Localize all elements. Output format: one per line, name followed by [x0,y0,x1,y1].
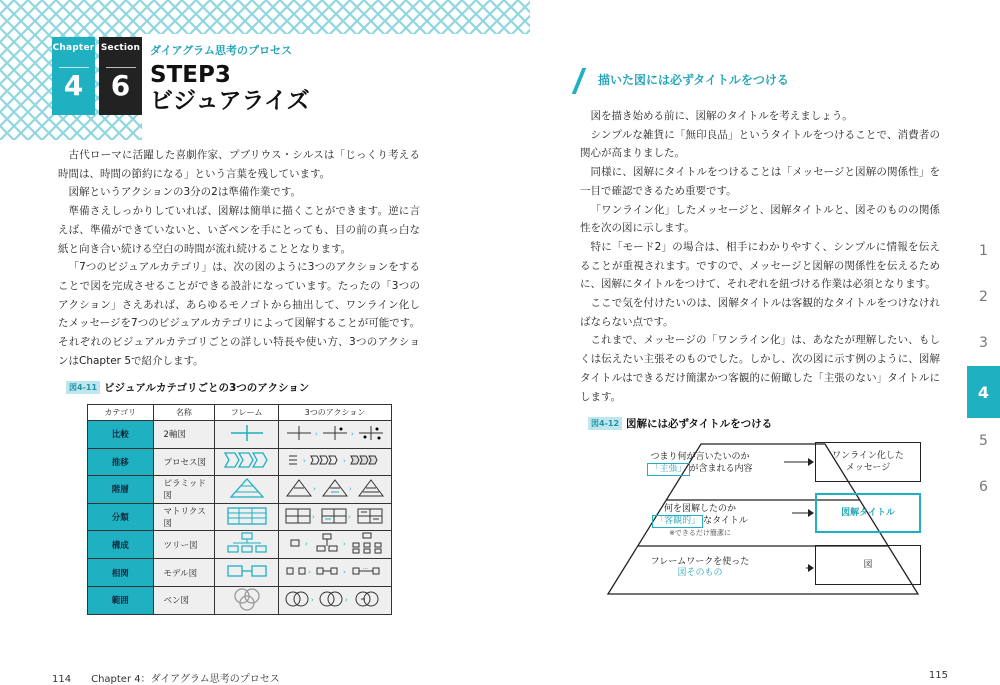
page-number-right: 115 [928,670,948,681]
page-title-line1: STEP3 [150,62,231,88]
category-cell: 比較 [88,421,154,449]
svg-text:›: › [343,540,346,549]
pyramid-mid-tag: 「客観的」 [652,515,703,528]
name-cell: 2軸図 [153,421,215,449]
name-cell: モデル図 [153,559,215,587]
oneline-message-box: ワンライン化した メッセージ [815,442,921,482]
pyramid-top-line1: つまり何が言いたいのか [650,452,750,462]
header-frame: フレーム [215,405,279,421]
tree-actions-icon [279,531,392,559]
table-row [88,476,392,504]
pyramid-mid-note: ※できるだけ簡潔に [669,529,731,537]
table-row [88,531,392,559]
pyramid-top-tag: 「主張」 [647,463,689,476]
pyramid-actions-icon [279,476,392,504]
svg-text:›: › [351,429,354,438]
header-actions: 3つのアクション [279,405,392,421]
venn-icon [215,586,279,614]
category-cell: 分類 [88,503,154,531]
diagram-box: 図 [815,545,921,585]
page-title [150,62,310,114]
svg-text:…: … [363,565,369,572]
paragraph: 「7つのビジュアルカテゴリ」は、次の図のように3つのアクションをすることで図を完成させることができる設計になっています。たったの「3つのアクション」さえあれば、あらゆるモノゴトから抽出して、ワンライン化したメッセージを7つのビジュアルカテゴリによって図解することが可能です。それぞれのビジュアルカテゴリごとの詳しい特長や使い方、3つのアクションはChapter 5で紹介します。 [58,261,420,367]
svg-text:›: › [343,568,346,577]
axis-actions-icon [279,421,392,449]
right-heading: 描いた図には必ずタイトルをつける [598,73,789,87]
name-cell: ツリー図 [153,531,215,559]
tab-chapter-4[interactable]: 4 [967,366,1000,418]
table-row [88,586,392,614]
svg-text:›: › [315,429,318,438]
table-row [88,559,392,587]
matrix-actions-icon [279,503,392,531]
category-cell: 範囲 [88,586,154,614]
paragraph: 準備さえしっかりしていれば、図解は簡単に描くことができます。逆に言えば、準備ができていないと、いざペンを手にとっても、目の前の真っ白な紙と向き合い続ける空白の時間が流れ続けることとなります。 [58,205,420,255]
table-row [88,448,392,476]
svg-text:›: › [305,540,308,549]
pyramid-top-line2: が含まれる内容 [689,464,753,474]
header-name: 名称 [153,405,215,421]
visual-category-table [87,404,392,615]
pyramid-middle-text [640,504,760,539]
paragraph: ここで気を付けたいのは、図解タイトルは客観的なタイトルをつけなければならない点です。 [580,297,940,328]
footer-left [52,670,280,685]
category-cell: 相関 [88,559,154,587]
pyramid-bot-line1: フレームワークを使った [650,557,750,567]
paragraph: これまで、メッセージの「ワンライン化」は、あなたが理解したい、もしくは伝えたい主張そのものでした。しかし、次の図に示す例のように、図解タイトルはできるだけ簡潔かつ客観的に俯瞰した「主張のない」タイトルにします。 [580,334,940,403]
left-body [58,146,420,370]
page-title-line2: ビジュアライズ [150,88,310,114]
svg-text:›: › [303,457,306,466]
paragraph: 特に「モード2」の場合は、相手にわかりやすく、シンプルに情報を伝えることが重視されます。ですので、メッセージと図解の関係性を伝えるために、図解にタイトルをつけて、それぞれを紐づける作業は必須となります。 [580,240,940,291]
figure-12-title: 図解には必ずタイトルをつける [626,418,773,430]
pyramid-bot-line2: 図そのもの [677,568,723,578]
header-category: カテゴリ [88,405,154,421]
name-cell: マトリクス図 [153,503,215,531]
table-row [88,421,392,449]
pyramid-icon [215,476,279,504]
pyramid-top-text [640,452,760,476]
tab-chapter-6[interactable]: 6 [979,479,988,495]
process-icon [215,448,279,476]
heading-slash [572,68,587,94]
paragraph: シンプルな雑貨に「無印良品」というタイトルをつけることで、消費者の関心が高まりました。 [580,128,940,160]
figure-11-caption [66,380,309,395]
paragraph: 図解というアクションの3分の2は準備作業です。 [68,186,301,199]
tab-chapter-2[interactable]: 2 [979,289,988,305]
svg-text:›: › [308,568,311,577]
tree-icon [215,531,279,559]
axis-icon [215,421,279,449]
tab-chapter-5[interactable]: 5 [979,433,988,449]
table-header-row [88,405,392,421]
diagram-title-box: 図解タイトル [815,493,921,533]
name-cell: ピラミッド図 [153,476,215,504]
page-number-left: 114 [52,674,72,685]
svg-text:›: › [348,512,351,521]
right-body [580,107,940,406]
chapter-tabs [967,228,1000,510]
figure-12-tag: 図4-12 [588,417,622,430]
pyramid-mid-line2: なタイトル [703,516,748,526]
paragraph: 古代ローマに活躍した喜劇作家、プブリウス・シルスは「じっくり考える時間は、時間の節約になる」という言葉を残しています。 [58,149,420,180]
section-label: Section [100,43,141,53]
name-cell: プロセス図 [153,448,215,476]
category-cell: 推移 [88,448,154,476]
process-actions-icon [279,448,392,476]
svg-text:›: › [311,595,314,604]
category-cell: 構成 [88,531,154,559]
svg-text:›: › [343,457,346,466]
paragraph: 同様に、図解にタイトルをつけることは「メッセージと図解の関係性」を一目で確認できるため重要です。 [580,166,940,197]
name-cell: ベン図 [153,586,215,614]
section-number: 6 [106,67,136,102]
tab-chapter-3[interactable]: 3 [979,335,988,351]
paragraph: 「ワンライン化」したメッセージと、図解タイトルと、図そのものの関係性を次の図に示します。 [580,203,940,235]
figure-12-caption [588,416,772,431]
table-row [88,503,392,531]
svg-text:›: › [349,484,352,493]
chapter-number: 4 [59,67,89,102]
breadcrumb: ダイアグラム思考のプロセス [150,44,293,57]
model-icon [215,559,279,587]
figure-11-tag: 図4-11 [66,381,100,394]
svg-text:›: › [345,595,348,604]
matrix-icon [215,503,279,531]
figure-11-title: ビジュアルカテゴリごとの3つのアクション [104,382,310,394]
section-box [99,37,142,115]
svg-text:›: › [312,512,315,521]
category-cell: 階層 [88,476,154,504]
chapter-box [52,37,95,115]
chapter-label: Chapter [52,43,95,53]
model-actions-icon [279,559,392,587]
svg-text:›: › [313,484,316,493]
paragraph: 図を描き始める前に、図解のタイトルを考えましょう。 [590,110,853,122]
pyramid-bottom-text [640,557,760,579]
footer-chapter: Chapter 4：ダイアグラム思考のプロセス [91,674,280,685]
pyramid-mid-line1: 何を図解したのか [663,504,736,514]
venn-actions-icon [279,586,392,614]
tab-chapter-1[interactable]: 1 [979,243,988,259]
